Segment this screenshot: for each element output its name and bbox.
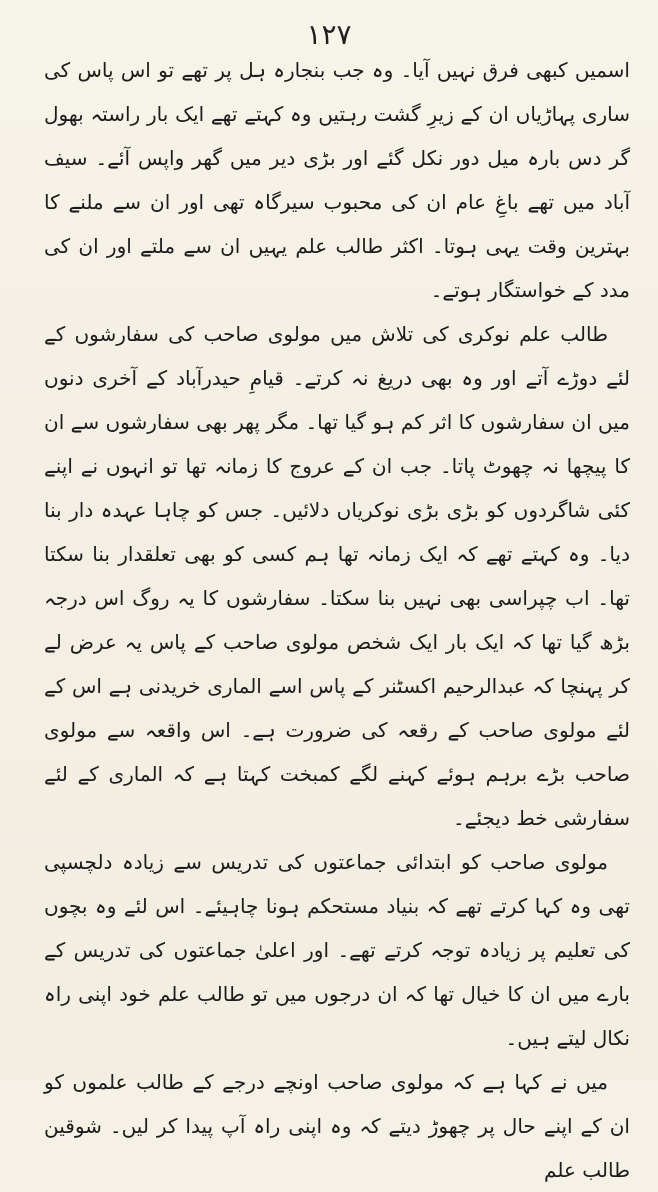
page-number: ۱۲۷	[306, 18, 352, 51]
document-body	[44, 48, 630, 1182]
paragraph-1: اسمیں کبھی فرق نہیں آیا۔ وہ جب بنجارہ ہل پر تھے تو اس پاس کی ساری پہاڑیاں ان کے زیرِ گشت رہتیں وہ کہتے تھے ایک بار راستہ بھول گر دس بارہ میل دور نکل گئے اور بڑی دیر میں گھر واپس آئے۔ سیف آباد میں تھے باغِ عام ان کی محبوب سیرگاہ تھی اور ان سے ملنے کا بہترین وقت یہی ہوتا۔ اکثر طالب علم یہیں ان سے ملتے اور ان کی مدد کے خواستگار ہوتے۔	[44, 58, 630, 302]
paragraph-3: مولوی صاحب کو ابتدائی جماعتوں کی تدریس سے زیادہ دلچسپی تھی وہ کہا کرتے تھے کہ بنیاد مستحکم ہونا چاہیئے۔ اس لئے وہ بچوں کی تعلیم پر زیادہ توجہ کرتے تھے۔ اور اعلیٰ جماعتوں کی تدریس کے بارے میں ان کا خیال تھا کہ ان درجوں میں تو طالب علم خود اپنی راہ نکال لیتے ہیں۔	[44, 850, 630, 1050]
paragraph-4: میں نے کہا ہے کہ مولوی صاحب اونچے درجے کے طالب علموں کو ان کے اپنے حال پر چھوڑ دیتے کہ وہ اپنی راہ آپ پیدا کر لیں۔ شوقین طالب علم	[44, 1070, 630, 1182]
paragraph-2: طالب علم نوکری کی تلاش میں مولوی صاحب کی سفارشوں کے لئے دوڑے آتے اور وہ بھی دریغ نہ کرتے۔ قیامِ حیدرآباد کے آخری دنوں میں ان سفارشوں کا اثر کم ہو گیا تھا۔ مگر پھر بھی سفارشوں سے ان کا پیچھا نہ چھوٹ پاتا۔ جب ان کے عروج کا زمانہ تھا تو انہوں نے اپنے کئی شاگردوں کو بڑی بڑی نوکریاں دلائیں۔ جس کو چاہا عہدہ دار بنا دیا۔ وہ کہتے تھے کہ ایک زمانہ تھا ہم کسی کو بھی تعلقدار بنا سکتا تھا۔ اب چپراسی بھی نہیں بنا سکتا۔ سفارشوں کا یہ روگ اس درجہ بڑھ گیا تھا کہ ایک بار ایک شخص مولوی صاحب کے پاس یہ عرض لے کر پہنچا کہ عبدالرحیم اکسٹنر کے پاس اسے الماری خریدنی ہے اس کے لئے مولوی صاحب کے رقعہ کی ضرورت ہے۔ اس واقعہ سے مولوی صاحب بڑے برہم ہوئے کہنے لگے کمبخت کہتا ہے کہ الماری کے لئے سفارشی خط دیجئے۔	[44, 322, 630, 830]
